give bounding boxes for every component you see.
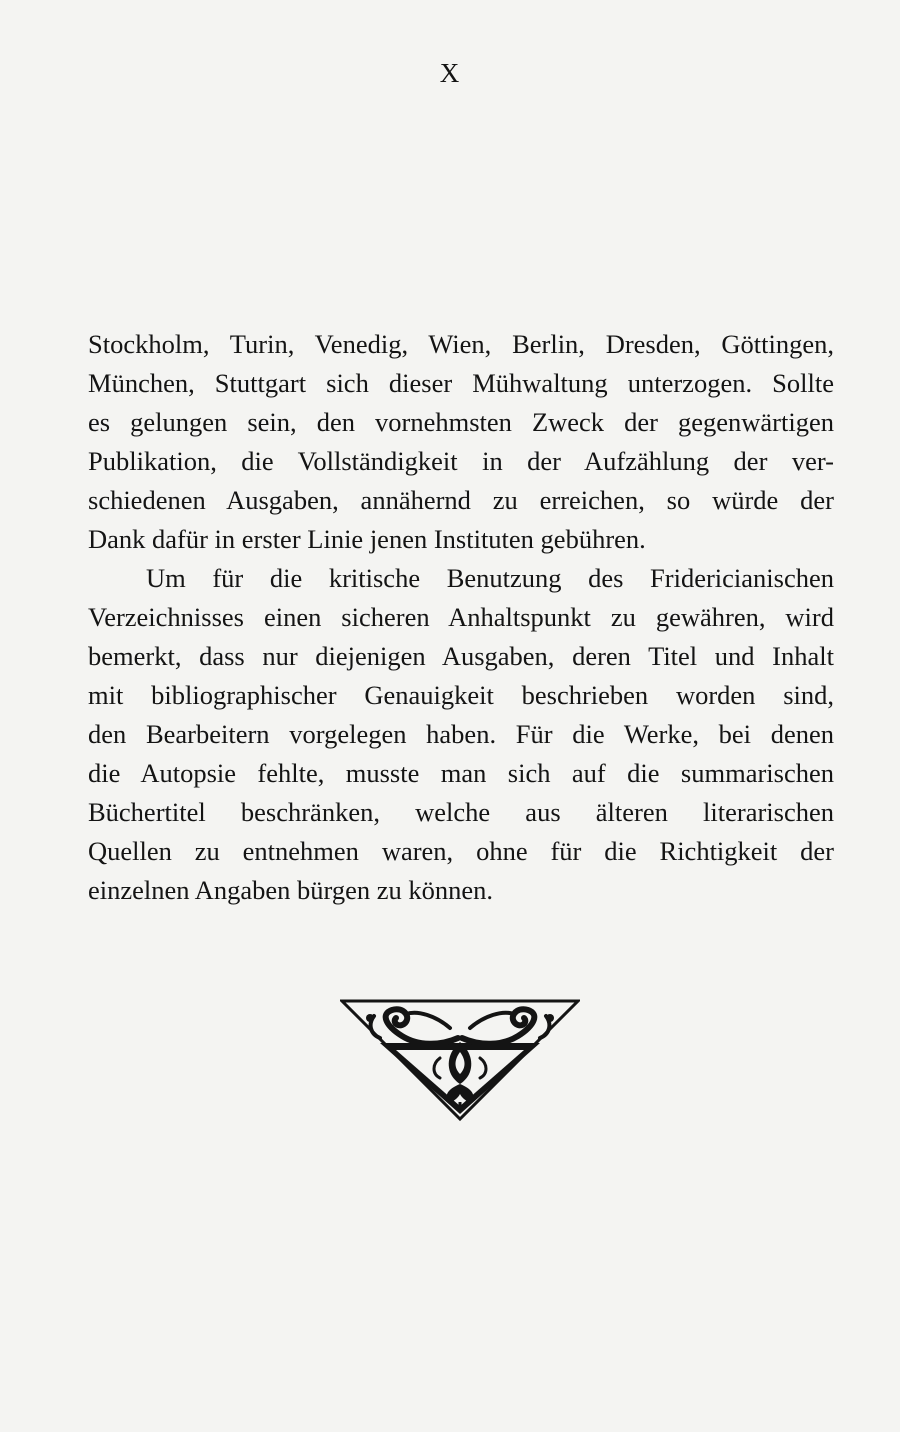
text-line: Stockholm, Turin, Venedig, Wien, Berlin, Dresden, Göttingen,: [88, 329, 834, 359]
text-line: Quellen zu entnehmen waren, ohne für die Richtigkeit der: [88, 836, 834, 866]
triangular-floral-vignette-icon: [340, 998, 580, 1122]
page-number: X: [439, 58, 461, 88]
text-line: München, Stuttgart sich dieser Mühwaltung unterzogen. Sollte: [88, 368, 834, 398]
text-line: den Bearbeitern vorgelegen haben. Für die Werke, bei denen: [88, 719, 834, 749]
text-line: die Autopsie fehlte, musste man sich auf die summarischen: [88, 758, 834, 788]
text-line: Verzeichnisses einen sicheren Anhaltspunkt zu gewähren, wird: [88, 602, 834, 632]
text-line: einzelnen Angaben bürgen zu können.: [88, 875, 493, 905]
text-line: Publikation, die Vollständigkeit in der Aufzählung der ver-: [88, 446, 834, 476]
text-line: es gelungen sein, den vornehmsten Zweck der gegenwärtigen: [88, 407, 834, 437]
text-line: schiedenen Ausgaben, annähernd zu erreichen, so würde der: [88, 485, 834, 515]
text-line: Um für die kritische Benutzung des Fridericianischen: [146, 563, 834, 593]
text-line: mit bibliographischer Genauigkeit beschrieben worden sind,: [88, 680, 834, 710]
paragraph-1: [88, 325, 834, 559]
text-line: bemerkt, dass nur diejenigen Ausgaben, deren Titel und Inhalt: [88, 641, 834, 671]
body-text: [88, 325, 834, 910]
paragraph-2: [88, 559, 834, 910]
text-line: Büchertitel beschränken, welche aus älteren literarischen: [88, 797, 834, 827]
text-line: Dank dafür in erster Linie jenen Instituten gebühren.: [88, 524, 646, 554]
